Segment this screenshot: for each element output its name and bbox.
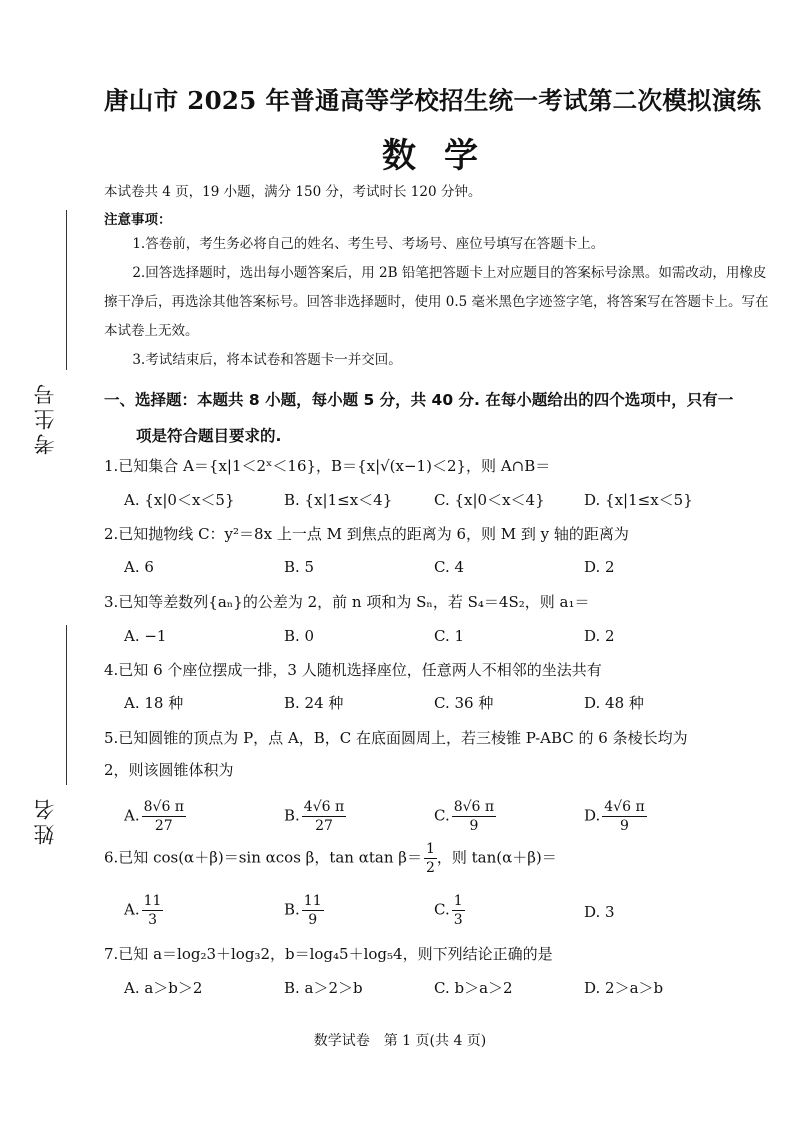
fraction-numerator: 11 [303, 893, 322, 909]
fraction-denominator: 3 [453, 912, 463, 928]
name-label: 姓名 [33, 795, 57, 845]
fraction-numerator: 4√6 π [303, 799, 345, 815]
option-a [124, 798, 186, 835]
option-a: A. 6 [124, 558, 154, 576]
option-label: C. [434, 806, 450, 825]
option-a: A. 18 种 [124, 694, 184, 712]
fraction [424, 840, 437, 877]
question-stem: 4.已知 6 个座位摆成一排，3 人随机选择座位，任意两人不相邻的坐法共有 [104, 661, 602, 679]
fraction-denominator: 27 [154, 818, 173, 834]
option-b: B. {x|1≤x＜4} [284, 491, 393, 509]
section-heading-line1: 一、选择题：本题共 8 小题，每小题 5 分，共 40 分. 在每小题给出的四个选项中，只有一 [104, 391, 734, 409]
notice-item: 3.考试结束后，将本试卷和答题卡一并交回。 [132, 352, 402, 368]
option-d: D. 2 [584, 558, 615, 576]
question-stem: 3.已知等差数列{aₙ}的公差为 2，前 n 项和为 Sₙ，若 S₄＝4S₂，则 a₁＝ [104, 593, 590, 611]
subject-title: 数学 [382, 136, 506, 176]
fraction-numerator: 8√6 π [143, 799, 184, 815]
option-c: C. 1 [434, 627, 465, 645]
notice-item: 2.回答选择题时，选出每小题答案后，用 2B 铅笔把答题卡上对应题目的答案标号涂黑。如需改动，用橡皮擦干净后，再选涂其他答案标号。回答非选择题时，使用 0.5 毫米黑色字迹签字笔，将答案写在答题卡上。写在本试卷上无效。 [104, 265, 769, 339]
option-d: D. 48 种 [584, 694, 644, 712]
option-row [124, 798, 774, 838]
fraction-numerator: 8√6 π [453, 799, 495, 815]
fraction-denominator: 9 [308, 912, 318, 928]
option-b: B. 24 种 [284, 694, 344, 712]
fraction-numerator: 11 [143, 893, 162, 909]
fraction-denominator: 2 [425, 860, 435, 876]
option-b: B. a＞2＞b [284, 979, 363, 997]
option-label: A. [124, 806, 140, 825]
option-b [284, 798, 346, 835]
question-stem: 1.已知集合 A＝{x|1＜2ˣ＜16}，B＝{x|√(x−1)＜2}，则 A∩B＝ [104, 457, 551, 475]
question-stem-cont: 2，则该圆锥体积为 [104, 761, 234, 779]
question-3 [104, 590, 774, 645]
option-a: A. a＞b＞2 [124, 979, 203, 997]
question-2 [104, 522, 774, 576]
fraction-numerator: 1 [425, 841, 435, 857]
option-d [584, 798, 647, 835]
fraction [302, 798, 346, 835]
notice-list [104, 230, 774, 375]
question-6 [104, 840, 774, 928]
question-4 [104, 658, 774, 712]
fraction-denominator: 3 [148, 912, 157, 928]
option-row [124, 892, 774, 932]
fraction [452, 892, 465, 929]
option-d: D. 2 [584, 627, 615, 645]
option-row [124, 555, 774, 595]
notice-item: 1.答卷前，考生务必将自己的姓名、考生号、考场号、座位号填写在答题卡上。 [132, 236, 605, 252]
fraction-numerator: 4√6 π [604, 799, 645, 815]
option-d: D. {x|1≤x＜5} [584, 491, 693, 509]
fraction-numerator: 1 [453, 893, 463, 909]
fraction [142, 798, 186, 835]
option-c [434, 892, 465, 929]
option-c: C. 36 种 [434, 694, 494, 712]
exam-no-label: 考生号 [33, 380, 57, 455]
question-stem [104, 840, 774, 877]
option-b: B. 0 [284, 627, 315, 645]
page-footer: 数学试卷 第 1 页(共 4 页) [313, 1033, 487, 1049]
question-stem: 7.已知 a＝log₂3＋log₃2，b＝log₄5＋log₅4，则下列结论正确的是 [104, 945, 553, 963]
question-7 [104, 942, 774, 997]
option-c [434, 798, 496, 835]
option-label: C. [434, 900, 450, 919]
exam-no-line [66, 210, 67, 370]
option-c: C. {x|0＜x＜4} [434, 491, 545, 509]
fraction-denominator: 9 [620, 818, 629, 834]
page-title: 唐山市 2025 年普通高等学校招生统一考试第二次模拟演练 [104, 86, 762, 115]
fraction [452, 798, 496, 835]
fraction [602, 798, 646, 835]
notice-heading: 注意事项： [104, 212, 172, 228]
fraction-denominator: 27 [315, 818, 333, 834]
option-b [284, 892, 324, 929]
question-stem: 2.已知抛物线 C：y²＝8x 上一点 M 到焦点的距离为 6，则 M 到 y 轴的距离为 [104, 525, 629, 543]
option-b: B. 5 [284, 558, 315, 576]
fraction [302, 892, 324, 929]
option-c: C. 4 [434, 558, 465, 576]
option-d: D. 3 [584, 903, 615, 921]
exam-intro: 本试卷共 4 页，19 小题，满分 150 分，考试时长 120 分钟。 [104, 184, 482, 200]
question-1 [104, 454, 774, 509]
option-row [124, 976, 774, 1016]
fraction-denominator: 9 [469, 818, 479, 834]
option-row [124, 691, 774, 731]
name-line [66, 625, 67, 785]
option-c: C. b＞a＞2 [434, 979, 513, 997]
question-stem-pre: 6.已知 cos(α＋β)＝sin αcos β，tan αtan β＝ [104, 848, 422, 867]
option-a [124, 892, 163, 929]
option-label: B. [284, 900, 300, 919]
question-stem: 5.已知圆锥的顶点为 P，点 A，B，C 在底面圆周上，若三棱锥 P-ABC 的 6 条棱长均为 [104, 729, 688, 747]
option-label: B. [284, 806, 300, 825]
section-heading-line2: 项是符合题目要求的. [136, 427, 282, 445]
option-label: D. [584, 806, 601, 825]
option-label: A. [124, 900, 140, 919]
section-heading [104, 382, 774, 454]
option-a: A. −1 [124, 627, 167, 645]
option-d: D. 2＞a＞b [584, 979, 664, 997]
option-a: A. {x|0＜x＜5} [124, 491, 235, 509]
question-stem-post: ，则 tan(α＋β)＝ [436, 848, 557, 867]
fraction [142, 892, 164, 929]
